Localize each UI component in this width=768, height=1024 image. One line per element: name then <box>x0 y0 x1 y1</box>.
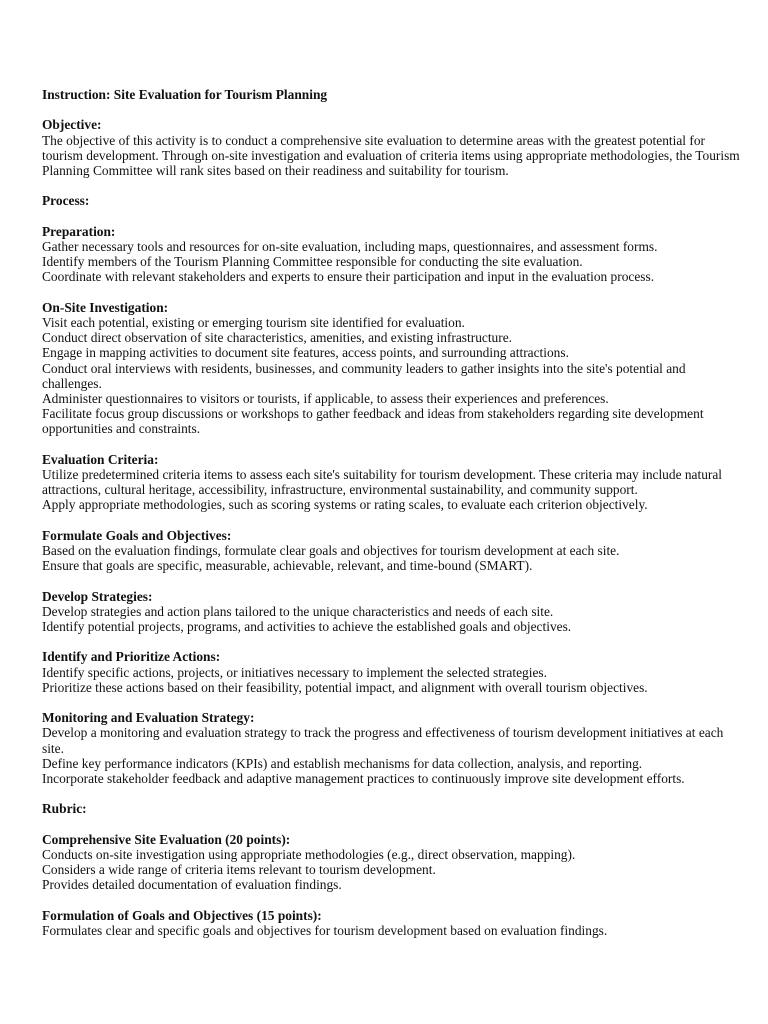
preparation-section <box>42 224 742 285</box>
section-line: Identify specific actions, projects, or initiatives necessary to implement the selected strategies. <box>42 664 547 680</box>
process-section <box>42 193 742 208</box>
section-heading: Monitoring and Evaluation Strategy: <box>42 710 255 726</box>
section-line: Administer questionnaires to visitors or tourists, if applicable, to assess their experiences and preferences. <box>42 391 609 406</box>
section-line: Conduct oral interviews with residents, businesses, and community leaders to gather insights into the site's potential and challenges. <box>42 360 686 391</box>
section-line: Identify members of the Tourism Planning Committee responsible for conducting the site evaluation. <box>42 254 583 270</box>
objective-text: The objective of this activity is to conduct a comprehensive site evaluation to determine areas with the greatest potential for tourism development. Through on-site investigation and evaluation of criteria items using appropriate methodologies, the Tourism Planning Committee will rank sites based on their readiness and suitability for tourism. <box>42 132 740 178</box>
rubric-item-heading: Comprehensive Site Evaluation (20 points): <box>42 831 291 847</box>
rubric-line: Formulates clear and specific goals and objectives for tourism development based on evaluation findings. <box>42 922 608 938</box>
objective-heading: Objective: <box>42 117 102 133</box>
rubric-line: Provides detailed documentation of evaluation findings. <box>42 877 342 893</box>
document-page <box>42 87 742 938</box>
section-line: Utilize predetermined criteria items to assess each site's suitability for tourism development. These criteria may include natural attractions, cultural heritage, accessibility, infrastructure, environmental sustainability, and community support. <box>42 467 723 498</box>
section-line: Facilitate focus group discussions or workshops to gather feedback and ideas from stakeholders regarding site development opportunities and constraints. <box>42 406 704 437</box>
section-line: Gather necessary tools and resources for on-site evaluation, including maps, questionnaires, and assessment forms. <box>42 238 658 254</box>
section-heading: Evaluation Criteria: <box>42 451 159 467</box>
section-heading: On-Site Investigation: <box>42 299 169 315</box>
section-heading: Preparation: <box>42 223 116 239</box>
section-heading: Identify and Prioritize Actions: <box>42 649 221 665</box>
section-line: Ensure that goals are specific, measurable, achievable, relevant, and time-bound (SMART). <box>42 558 533 574</box>
rubric-line: Considers a wide range of criteria items relevant to tourism development. <box>42 862 436 878</box>
section-line: Engage in mapping activities to document site features, access points, and surrounding attractions. <box>42 345 569 361</box>
develop-strategies-section <box>42 589 742 635</box>
section-line: Prioritize these actions based on their feasibility, potential impact, and alignment with overall tourism objectives. <box>42 679 648 695</box>
section-line: Apply appropriate methodologies, such as scoring systems or rating scales, to evaluate each criterion objectively. <box>42 497 648 513</box>
prioritize-actions-section <box>42 649 742 695</box>
rubric-section <box>42 801 742 816</box>
on-site-investigation-section <box>42 300 742 437</box>
section-line: Conduct direct observation of site characteristics, amenities, and existing infrastructure. <box>42 330 513 346</box>
section-line: Define key performance indicators (KPIs) and establish mechanisms for data collection, analysis, and reporting. <box>42 755 643 771</box>
rubric-item-heading: Formulation of Goals and Objectives (15 points): <box>42 907 322 923</box>
evaluation-criteria-section <box>42 452 742 513</box>
section-line: Develop a monitoring and evaluation strategy to track the progress and effectiveness of tourism development initiatives at each site. <box>42 725 724 756</box>
rubric-goals-objectives-section <box>42 908 742 938</box>
section-line: Identify potential projects, programs, and activities to achieve the established goals and objectives. <box>42 619 572 634</box>
rubric-line: Conducts on-site investigation using appropriate methodologies (e.g., direct observation, mapping). <box>42 846 576 862</box>
monitoring-evaluation-section <box>42 710 742 786</box>
document-title: Instruction: Site Evaluation for Tourism Planning <box>42 87 328 102</box>
objective-section <box>42 117 742 178</box>
section-line: Based on the evaluation findings, formulate clear goals and objectives for tourism development at each site. <box>42 543 620 558</box>
rubric-heading: Rubric: <box>42 801 87 817</box>
process-heading: Process: <box>42 193 90 209</box>
section-heading: Develop Strategies: <box>42 588 153 604</box>
goals-objectives-section <box>42 528 742 574</box>
title-section <box>42 87 742 102</box>
rubric-site-evaluation-section <box>42 832 742 893</box>
section-line: Develop strategies and action plans tailored to the unique characteristics and needs of each site. <box>42 603 554 619</box>
section-line: Visit each potential, existing or emerging tourism site identified for evaluation. <box>42 314 465 330</box>
section-line: Incorporate stakeholder feedback and adaptive management practices to continuously improve site development efforts. <box>42 771 685 786</box>
section-heading: Formulate Goals and Objectives: <box>42 527 232 543</box>
section-line: Coordinate with relevant stakeholders and experts to ensure their participation and input in the evaluation process. <box>42 269 655 285</box>
